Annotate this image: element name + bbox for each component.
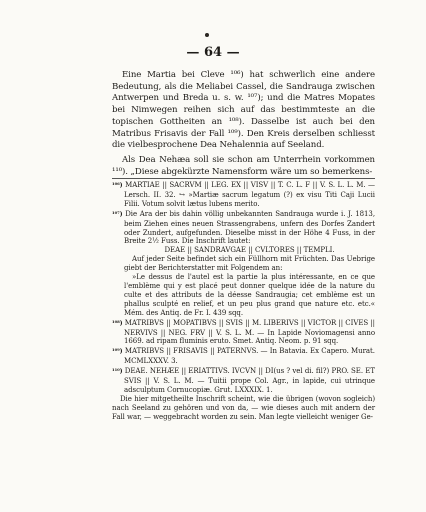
footnote-number: ¹⁰⁹): [112, 348, 123, 356]
ink-dot: [205, 33, 209, 37]
footnote-number: ¹⁰⁷): [112, 210, 123, 218]
footnote-text: Die Ara der bis dahin völlig unbekannten Sandrauga wurde i. J. 1813, beim Ziehen eines neuen Strassengrabens, unfern des Dorfes Zandert oder Zundert, aufgefunden. Dieselbe misst in der Höhe 4 Fuss, in der Breite 2½ Fuss. Die Inschrift lautet:: [124, 209, 375, 246]
footnote-text: Die hier mitgetheilte Inschrift scheint, wie die übrigen (wovon sogleich) nach Seeland zu gehören und von da, — wie dieses auch mit andern der Fall war, — weggebracht worden zu sein. Man legte vielleicht weniger Ge-: [112, 394, 375, 421]
footnote-text: MARTIAE || SACRVM || LEG. EX || VISV || T. C. L. F || V. S. L. L. M. — Lersch. II. 32. ↪ »Martiæ sacrum legatum (?) ex visu Titi Caji Lucii Filii. Votum solvit lætus lubens merito.: [124, 181, 375, 208]
footnote-text: MATRIBVS || FRISAVIS || PATERNVS. — In Batavia. Ex Capero. Murat. MCMLXXXV. 3.: [124, 347, 375, 366]
footnote-number: ¹⁰⁶): [112, 182, 123, 189]
footnote-107: [112, 210, 375, 318]
footnote-106: [112, 181, 375, 209]
footnote-text: MATRIBVS || MOPATIBVS || SVIS || M. LIBERIVS || VICTOR || CIVES || NERVIVS || NEG. FRV || V. S. L. M. — In Lapide Noviomagensi anno 1669. ad ripam fluminis eruto. Smet. Antiq. Neom. p. 91 sqq.: [124, 318, 375, 346]
footnote-text: Auf jeder Seite befindet sich ein Füllhorn mit Früchten. Das Uebrige giebt der Berichterstatter mit Folgendem an:: [124, 255, 375, 273]
footnote-110: [112, 367, 375, 421]
paragraph: Als Dea Nehæa soll sie schon am Unterrhein vorkommen ¹¹⁰). „Diese abgekürzte Namensform wäre um so bemerkens-: [112, 154, 375, 177]
main-text: [112, 70, 375, 178]
footnote-number: ¹¹⁰): [112, 368, 123, 376]
page-number: — 64 —: [186, 45, 240, 60]
footnote-text: DEAE. NEHÆE || ERIATTIVS. IVCVN || DI(us ? vel di. fil?) PRO. SE. ET SVIS || V. S. L. M. — Tuitii prope Col. Agr., in lapide, cui utrinque adsculptum Cornucopiæ. Grut. LXXXIX. 1.: [124, 367, 375, 394]
paragraph: Eine Martia bei Cleve ¹⁰⁶) hat schwerlich eine andere Bedeutung, als die Meliabei Cassel, die Sandrauga zwischen Antwerpen und Breda u. s. w. ¹⁰⁷); und die Matres Mopates bei Nimwegen reihen sich auf das bestimmteste an die topischen Gottheiten an ¹⁰⁸). Dasselbe ist auch bei den Matribus Frisavis der Fall ¹⁰⁹). Den Kreis derselben schliesst die vielbesprochene Dea Nehalennia auf Seeland.: [112, 70, 375, 151]
footnote-number: ¹⁰⁸): [112, 319, 123, 327]
inscription: DEAE || SANDRAVGAE || CVLTORES || TEMPLI.: [164, 246, 335, 255]
quotation: »Le dessus de l'autel est la partie la plus intéressante, en ce que l'emblème qui y est placé peut donner quelque idée de la nature du culte et des attributs de la déesse Sandraugia; cet emblème est un phallus sculpté en relief, et un peu plus grand que nature etc. etc.« Mém. des Antiq. de Fr. I. 439 sqq.: [124, 273, 375, 317]
footnote-divider: [112, 178, 375, 179]
footnote-108: [112, 319, 375, 347]
footnote-109: [112, 347, 375, 366]
footnotes: [112, 181, 375, 423]
